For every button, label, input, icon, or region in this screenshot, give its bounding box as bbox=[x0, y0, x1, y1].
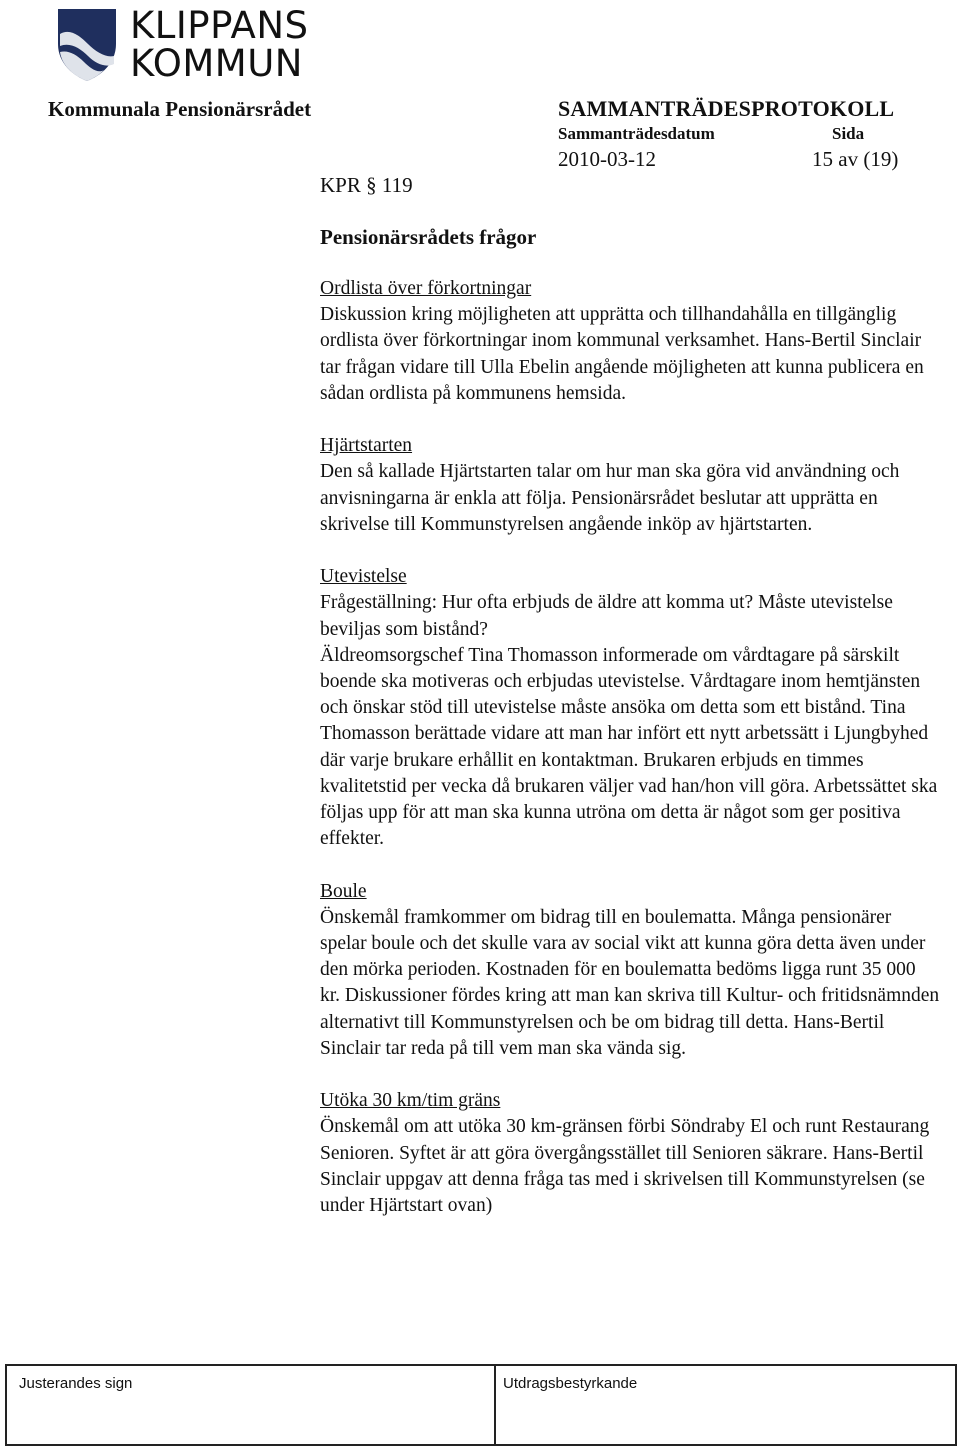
section-text: Önskemål framkommer om bidrag till en boulematta. Många pensionärer spelar boule och det skulle vara av social vikt att kunna göra detta även under den mörka perioden. Kostnaden för en boulematta bedöms ligga runt 35 000 kr. Diskussioner fördes kring att man kan skriva till Kultur- och fritidsnämnden alternativt till Kommunstyrelsen och be om bidrag till detta. Hans-Bertil Sinclair tar reda på till vem man ska vända sig. bbox=[320, 906, 940, 1059]
signature-footer bbox=[5, 1364, 957, 1446]
document-type: SAMMANTRÄDESPROTOKOLL bbox=[558, 96, 895, 121]
logo-wordmark-line2: KOMMUN bbox=[130, 42, 303, 85]
footer-divider bbox=[494, 1366, 496, 1444]
meeting-date: 2010-03-12 bbox=[558, 147, 656, 171]
section-title: Boule bbox=[320, 880, 367, 902]
section-text: Den så kallade Hjärtstarten talar om hur man ska göra vid användning och anvisningarna är enkla att följa. Pensionärsrådet beslutar att upprätta en skrivelse till Kommunstyrelsen angående inköp av hjärtstarten. bbox=[320, 461, 900, 535]
section-title: Utevistelse bbox=[320, 566, 407, 588]
section-utevistelse bbox=[320, 564, 940, 852]
section-title: Hjärtstarten bbox=[320, 435, 413, 457]
protocol-body bbox=[320, 276, 940, 1245]
section-title: Ordlista över förkortningar bbox=[320, 278, 532, 299]
section-hjartstarten bbox=[320, 433, 940, 538]
section-text: Äldreomsorgschef Tina Thomasson informerade om vårdtagare på särskilt boende ska motiveras och erbjudas utevistelse. Vårdtagare inom hemtjänsten och önskar stöd till utevistelse måste ansöka om detta som ett bistånd. Tina Thomasson berättade vidare att man har infört ett nytt arbetssätt i Ljungbyhed där varje brukare erhållit en kontaktman. Brukaren erbjuds en timmes kvalitetstid per vecka då brukaren väljer vad han/hon vill göra. Arbetssättet ska följas upp för att man ska kunna utröna om detta är något som ger positiva effekter. bbox=[320, 644, 938, 850]
section-text: Önskemål om att utöka 30 km-gränsen förbi Söndraby El och runt Restaurang Senioren. Syftet är att göra övergångsstället till Senioren säkrare. Hans-Bertil Sinclair uppgav att denna fråga tas med i skrivelsen till Kommunstyrelsen (se under Hjärtstart ovan) bbox=[320, 1116, 930, 1217]
logo-wordmark-line1: KLIPPANS bbox=[130, 4, 309, 47]
section-ordlista bbox=[320, 276, 940, 407]
municipal-shield-icon bbox=[56, 6, 118, 82]
section-question: Frågeställning: Hur ofta erbjuds de äldre att komma ut? Måste utevistelse beviljas som bistånd? bbox=[320, 592, 893, 640]
section-boule bbox=[320, 879, 940, 1062]
organization-name: Kommunala Pensionärsrådet bbox=[48, 97, 312, 121]
signature-label: Justerandes sign bbox=[19, 1375, 133, 1392]
page-number: 15 av (19) bbox=[812, 147, 899, 171]
page-label: Sida bbox=[832, 124, 865, 143]
municipality-logo bbox=[56, 4, 326, 85]
meeting-date-label: Sammanträdesdatum bbox=[558, 124, 715, 143]
section-title: Utöka 30 km/tim gräns bbox=[320, 1090, 501, 1112]
certification-label: Utdragsbestyrkande bbox=[503, 1375, 638, 1392]
section-text: Diskussion kring möjligheten att upprätta och tillhandahålla en tillgänglig ordlista över förkortningar inom kommunal verksamhet. Hans-Bertil Sinclair tar frågan vidare till Ulla Ebelin angående möjligheten att kunna publicera en sådan ordlista på kommunens hemsida. bbox=[320, 304, 924, 404]
item-number: KPR § 119 bbox=[320, 173, 413, 197]
section-30-km bbox=[320, 1088, 940, 1219]
item-title: Pensionärsrådets frågor bbox=[320, 225, 537, 249]
